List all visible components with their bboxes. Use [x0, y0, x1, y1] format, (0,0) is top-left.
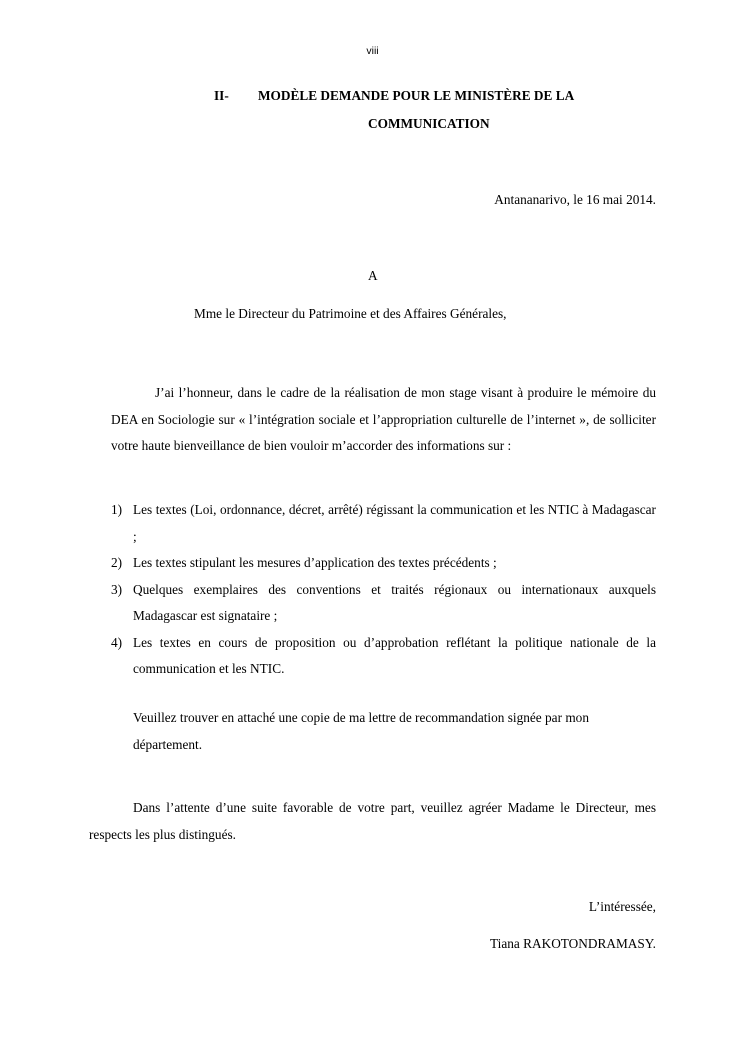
list-item-marker: 2) [111, 555, 123, 570]
list-item-text: Quelques exemplaires des conventions et traités régionaux ou internationaux auxquels Madagascar est signataire ; [133, 581, 656, 623]
list-item-marker: 1) [111, 502, 123, 517]
list-item-text: Les textes stipulant les mesures d’application des textes précédents ; [133, 555, 497, 570]
signoff: L’intéressée, [588, 899, 656, 914]
section-title-line-2: COMMUNICATION [368, 116, 490, 131]
attachment-note: Veuillez trouver en attaché une copie de ma lettre de recommandation signée par mon département. [133, 710, 589, 752]
list-item-marker: 3) [111, 581, 123, 597]
date-line: Antananarivo, le 16 mai 2014. [494, 192, 656, 207]
closing-paragraph: Dans l’attente d’une suite favorable de votre part, veuillez agréer Madame le Directeur, mes respects les plus distingués. [89, 800, 656, 842]
list-item-text: Les textes en cours de proposition ou d’approbation reflétant la politique nationale de la communication et les NTIC. [133, 634, 656, 676]
list-item [111, 550, 656, 577]
intro-paragraph: J’ai l’honneur, dans le cadre de la réalisation de mon stage visant à produire le mémoire du DEA en Sociologie sur « l’intégration sociale et l’appropriation culturelle de l’internet », de solliciter votre haute bienveillance de bien vouloir m’accorder des informations sur : [111, 385, 656, 453]
section-number: II- [214, 88, 229, 103]
list-item [111, 577, 656, 630]
signature-name: Tiana RAKOTONDRAMASY. [490, 936, 656, 951]
list-item [111, 497, 656, 550]
request-list [111, 497, 656, 683]
recipient-line: Mme le Directeur du Patrimoine et des Affaires Générales, [194, 306, 507, 321]
page-number: viii [366, 45, 379, 57]
addressee-label: A [368, 268, 378, 283]
list-item-marker: 4) [111, 634, 123, 650]
section-title-line-1: MODÈLE DEMANDE POUR LE MINISTÈRE DE LA [258, 88, 575, 103]
list-item-text: Les textes (Loi, ordonnance, décret, arrêté) régissant la communication et les NTIC à Madagascar ; [133, 502, 656, 544]
list-item [111, 630, 656, 683]
